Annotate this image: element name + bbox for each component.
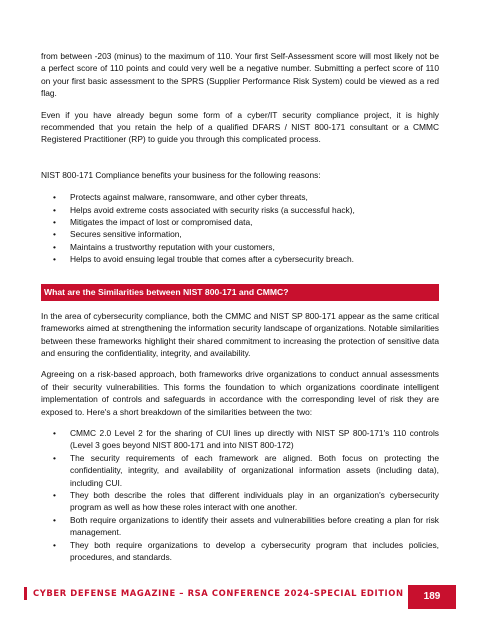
section-heading: What are the Similarities between NIST 800-171 and CMMC? xyxy=(41,284,439,301)
bullet-icon: • xyxy=(53,427,56,438)
list-item: • Helps avoid extreme costs associated with security risks (a successful hack), xyxy=(53,204,355,215)
list-item: • They both describe the roles that different individuals play in an organization's cybersecurity program as well as how these roles interact with one another. xyxy=(53,489,439,513)
paragraph-benefits-intro: NIST 800-171 Compliance benefits your business for the following reasons: xyxy=(41,169,321,180)
bullet-icon: • xyxy=(53,539,56,550)
paragraph-risk-based: Agreeing on a risk-based approach, both frameworks drive organizations to conduct annual assessments of their security vulnerabilities. This forms the foundation to which organizations coordinate intelligent implementation of controls and safeguards in accordance with the corresponding level of risk they are exposed to. Here's a short breakdown of the similarities between the two: xyxy=(41,369,439,417)
list-item: • Protects against malware, ransomware, and other cyber threats, xyxy=(53,192,308,203)
bullet-icon: • xyxy=(53,192,56,203)
paragraph-consultant-advice: Even if you have already begun some form of a cyber/IT security compliance project, it is highly recommended that you retain the help of a qualified DFARS / NIST 800-171 consultant or a CMMC Registered Practitioner (RP) to guide you through this complicated process. xyxy=(41,109,439,145)
list-item: • Maintains a trustworthy reputation with your customers, xyxy=(53,241,275,252)
list-item: • Secures sensitive information, xyxy=(53,229,182,240)
page-content xyxy=(41,50,439,563)
list-item: • Mitigates the impact of lost or compromised data, xyxy=(53,217,253,228)
spacer xyxy=(41,155,439,169)
bullet-icon: • xyxy=(53,489,56,500)
page-footer xyxy=(24,585,456,609)
list-item: • The security requirements of each framework are aligned. Both focus on protecting the confidentiality, integrity, and availability of organizational information assets (including data), including CUI. xyxy=(53,452,439,488)
footer-accent-bar xyxy=(24,587,27,600)
list-item: • CMMC 2.0 Level 2 for the sharing of CUI lines up directly with NIST SP 800-171's 110 controls (Level 3 goes beyond NIST 800-171 and into NIST 800-172) xyxy=(53,427,439,451)
paragraph-similarities-intro: In the area of cybersecurity compliance, both the CMMC and NIST SP 800-171 appear as the same critical frameworks aimed at strengthening the information security landscape of organizations. Notable similarities between these frameworks highlight their shared commitment to increasing the protection of sensitive data and ensuring the confidentiality, integrity, and availability. xyxy=(41,310,439,358)
bullet-icon: • xyxy=(53,254,56,265)
footer-publication-title: CYBER DEFENSE MAGAZINE – RSA CONFERENCE 2024-SPECIAL EDITION xyxy=(33,588,404,598)
paragraph-score-range: from between -203 (minus) to the maximum of 110. Your first Self-Assessment score will most likely not be a perfect score of 110 points and could very well be a negative number. Submitting a perfect score of 110 on your first basic assessment to the SPRS (Supplier Performance Risk System) could be viewed as a red flag. xyxy=(41,51,439,99)
bullet-icon: • xyxy=(53,514,56,525)
list-item: • Both require organizations to identify their assets and vulnerabilities before creating a plan for risk management. xyxy=(53,514,439,538)
bullet-icon: • xyxy=(53,452,56,463)
list-item: • They both require organizations to develop a cybersecurity program that includes policies, procedures, and standards. xyxy=(53,539,439,562)
bullet-icon: • xyxy=(53,217,56,228)
bullet-icon: • xyxy=(53,229,56,240)
bullet-icon: • xyxy=(53,241,56,252)
page-number: 189 xyxy=(408,585,456,609)
bullet-icon: • xyxy=(53,204,56,215)
similarities-list xyxy=(41,427,439,563)
list-item: • Helps to avoid ensuing legal trouble that comes after a cybersecurity breach. xyxy=(53,254,354,265)
benefits-list xyxy=(41,191,439,265)
